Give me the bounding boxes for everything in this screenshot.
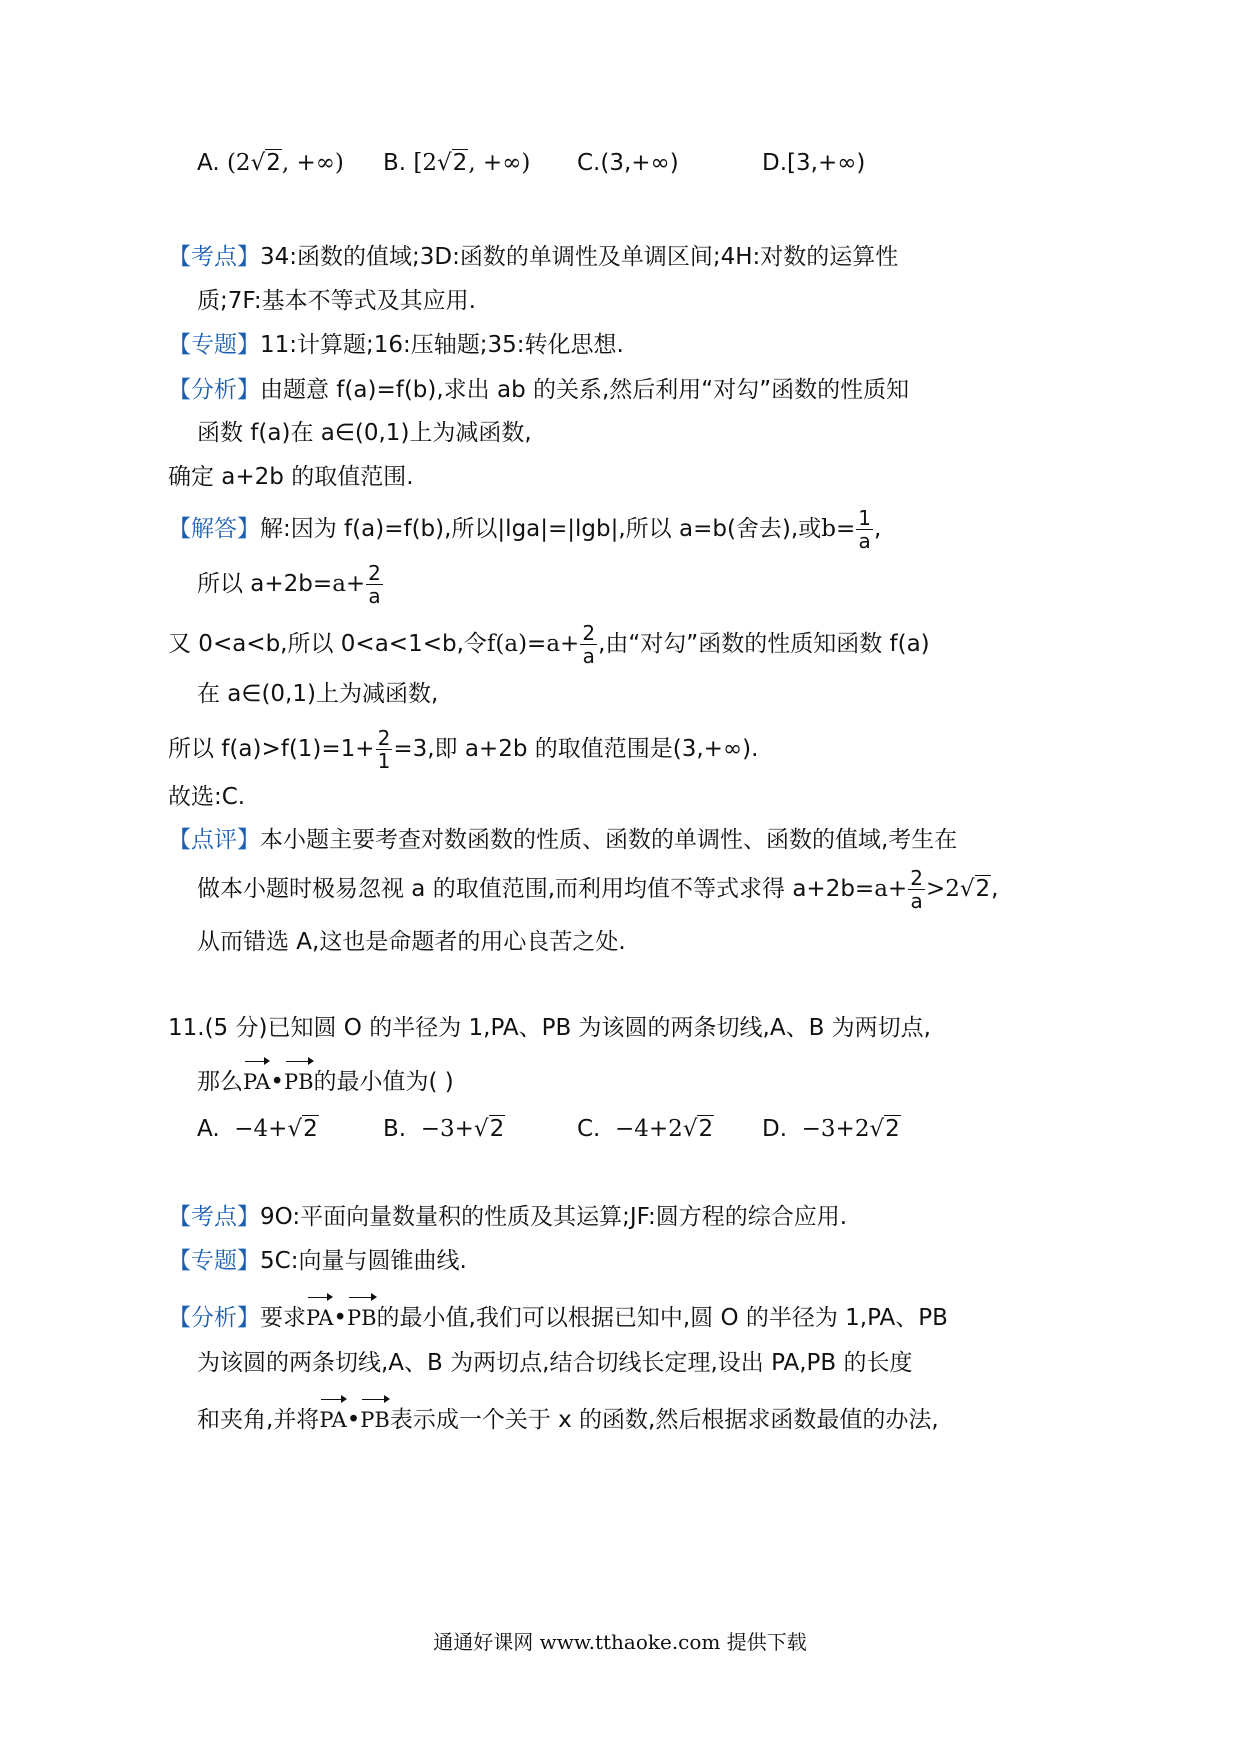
q10-kaodian-line2: 质;7F:基本不等式及其应用. xyxy=(197,288,476,314)
q10-option-b: B. [2√2, +∞) xyxy=(383,150,531,176)
q10-jieda-line2: 所以 a+2b=a+ $\frac{2}{a}$ xyxy=(197,561,381,608)
vector-pa: PA xyxy=(306,1293,333,1335)
q10-dianping-line3: 从而错选 A,这也是命题者的用心良苦之处. xyxy=(197,929,626,955)
kaodian-tag: 【考点】 xyxy=(168,1204,260,1230)
q11-stem-line2: 那么PA•PB的最小值为( ) xyxy=(197,1057,454,1099)
q10-jieda-line3: 又 0<a<b,所以 0<a<1<b,令f(a)=a+ $\frac{2}{a}$ ,由“对勾”函数的性质知函数 f(a) xyxy=(168,621,930,668)
q10-jieda-line1: 【解答】解:因为 f(a)=f(b),所以|lga|=|lgb|,所以 a=b(舍去),或b= $\frac{1}{a}$ , xyxy=(168,506,882,553)
q11-fenxi-line3: 和夹角,并将PA•PB表示成一个关于 x 的函数,然后根据求函数最值的办法, xyxy=(197,1395,939,1437)
q10-option-a: A. (2√2, +∞) xyxy=(197,150,344,176)
q11-stem-line1: 11.(5 分)已知圆 O 的半径为 1,PA、PB 为该圆的两条切线,A、B 为两切点, xyxy=(168,1015,931,1041)
q10-jieda-line6: 故选:C. xyxy=(168,784,246,810)
q11-kaodian: 【考点】9O:平面向量数量积的性质及其运算;JF:圆方程的综合应用. xyxy=(168,1204,848,1230)
fenxi-tag: 【分析】 xyxy=(168,1305,260,1331)
q10-dianping-line2: 做本小题时极易忽视 a 的取值范围,而利用均值不等式求得 a+2b=a+ $\frac{2}{a}$ >2√2, xyxy=(197,866,999,913)
page-footer: 通通好课网 www.tthaoke.com 提供下载 xyxy=(433,1630,807,1654)
q11-option-d: D. −3+2√2 xyxy=(762,1116,900,1142)
zhuanti-tag: 【专题】 xyxy=(168,1248,260,1274)
fraction: $\frac{2}{1}$ xyxy=(377,726,391,773)
q11-fenxi-line2: 为该圆的两条切线,A、B 为两切点,结合切线长定理,设出 PA,PB 的长度 xyxy=(197,1350,913,1376)
q10-fenxi-line3: 确定 a+2b 的取值范围. xyxy=(168,464,414,490)
q11-option-b: B. −3+√2 xyxy=(383,1116,505,1142)
q11-zhuanti: 【专题】5C:向量与圆锥曲线. xyxy=(168,1248,467,1274)
q10-zhuanti: 【专题】11:计算题;16:压轴题;35:转化思想. xyxy=(168,332,624,358)
q10-kaodian-line1: 【考点】34:函数的值域;3D:函数的单调性及单调区间;4H:对数的运算性 xyxy=(168,244,899,270)
vector-pb: PB xyxy=(360,1395,390,1437)
q10-jieda-line4: 在 a∈(0,1)上为减函数, xyxy=(197,681,439,707)
q11-option-a: A. −4+√2 xyxy=(197,1116,318,1142)
q10-option-c: C.(3,+∞) xyxy=(577,150,679,176)
kaodian-tag: 【考点】 xyxy=(168,244,260,270)
zhuanti-tag: 【专题】 xyxy=(168,332,260,358)
fraction: $\frac{1}{a}$ xyxy=(858,506,871,553)
vector-pb: PB xyxy=(284,1057,314,1099)
q10-option-d: D.[3,+∞) xyxy=(762,150,866,176)
q11-fenxi-line1: 【分析】要求PA•PB的最小值,我们可以根据已知中,圆 O 的半径为 1,PA、PB xyxy=(168,1293,948,1335)
q10-fenxi-line1: 【分析】由题意 f(a)=f(b),求出 ab 的关系,然后利用“对勾”函数的性质知 xyxy=(168,377,910,403)
fenxi-tag: 【分析】 xyxy=(168,377,260,403)
fraction: $\frac{2}{a}$ xyxy=(582,621,596,668)
q10-dianping-line1: 【点评】本小题主要考查对数函数的性质、函数的单调性、函数的值域,考生在 xyxy=(168,827,958,853)
jieda-tag: 【解答】 xyxy=(168,516,260,542)
q10-fenxi-line2: 函数 f(a)在 a∈(0,1)上为减函数, xyxy=(197,420,532,446)
vector-pa: PA xyxy=(319,1395,346,1437)
q11-option-c: C. −4+2√2 xyxy=(577,1116,714,1142)
dianping-tag: 【点评】 xyxy=(168,827,260,853)
vector-pb: PB xyxy=(347,1293,377,1335)
vector-pa: PA xyxy=(243,1057,270,1099)
q10-jieda-line5: 所以 f(a)>f(1)=1+ $\frac{2}{1}$ =3,即 a+2b 的取值范围是(3,+∞). xyxy=(168,726,759,773)
fraction: $\frac{2}{a}$ xyxy=(368,561,381,608)
fraction: $\frac{2}{a}$ xyxy=(910,866,923,913)
